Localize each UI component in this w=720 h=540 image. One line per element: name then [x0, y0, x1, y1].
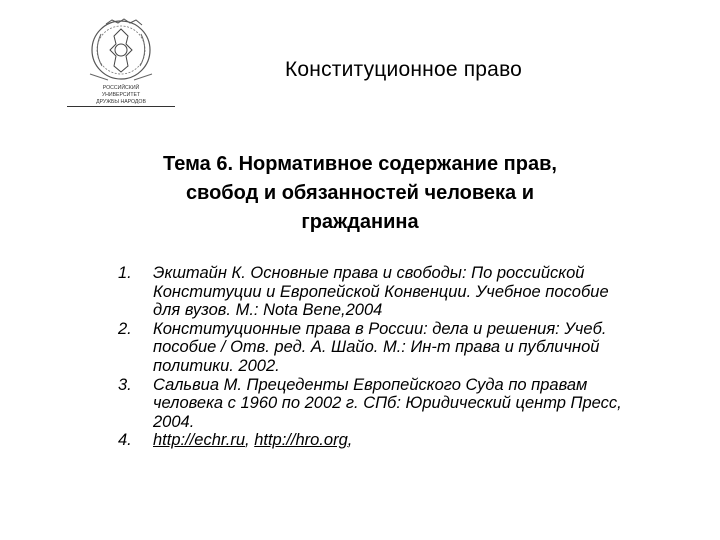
reference-item	[118, 376, 638, 432]
topic-heading	[95, 150, 625, 237]
link-separator: ,	[245, 431, 255, 450]
reference-item	[118, 320, 638, 376]
reference-text: Сальвиа М. Прецеденты Европейского Суда по правам человека с 1960 по 2002 г. СПб: Юридический центр Пресс, 2004.	[153, 375, 622, 431]
reference-item	[118, 431, 638, 450]
link-echr[interactable]: http://echr.ru	[153, 431, 246, 450]
university-seal-logo	[68, 14, 174, 108]
course-title: Конституционное право	[285, 58, 523, 81]
seal-icon	[68, 14, 174, 108]
reference-list	[118, 264, 638, 450]
reference-text: Экштайн К. Основные права и свободы: По российской Конституции и Европейской Конвенции. Учебное пособие для вузов. М.: Nota Bene,2004	[153, 264, 609, 320]
topic-line-1: Тема 6. Нормативное содержание прав,	[163, 153, 557, 175]
reference-item	[118, 264, 638, 320]
reference-number: 3.	[118, 375, 132, 394]
seal-caption-1: РОССИЙСКИЙ	[102, 85, 140, 91]
link-trailing-comma: ,	[347, 431, 353, 450]
link-hro[interactable]: http://hro.org	[254, 431, 348, 450]
seal-caption-3: ДРУЖБЫ НАРОДОВ	[96, 99, 146, 105]
reference-number: 1.	[118, 264, 132, 282]
reference-number: 2.	[118, 319, 132, 338]
topic-line-3: гражданина	[301, 211, 419, 233]
reference-number: 4.	[118, 431, 132, 450]
topic-line-2: свобод и обязанностей человека и	[185, 182, 535, 204]
seal-caption-2: УНИВЕРСИТЕТ	[101, 92, 141, 98]
logo-divider	[67, 106, 175, 107]
reference-text: Конституционные права в России: дела и решения: Учеб. пособие / Отв. ред. А. Шайо. М.: Ин-т права и публичной политики. 2002.	[153, 319, 607, 375]
